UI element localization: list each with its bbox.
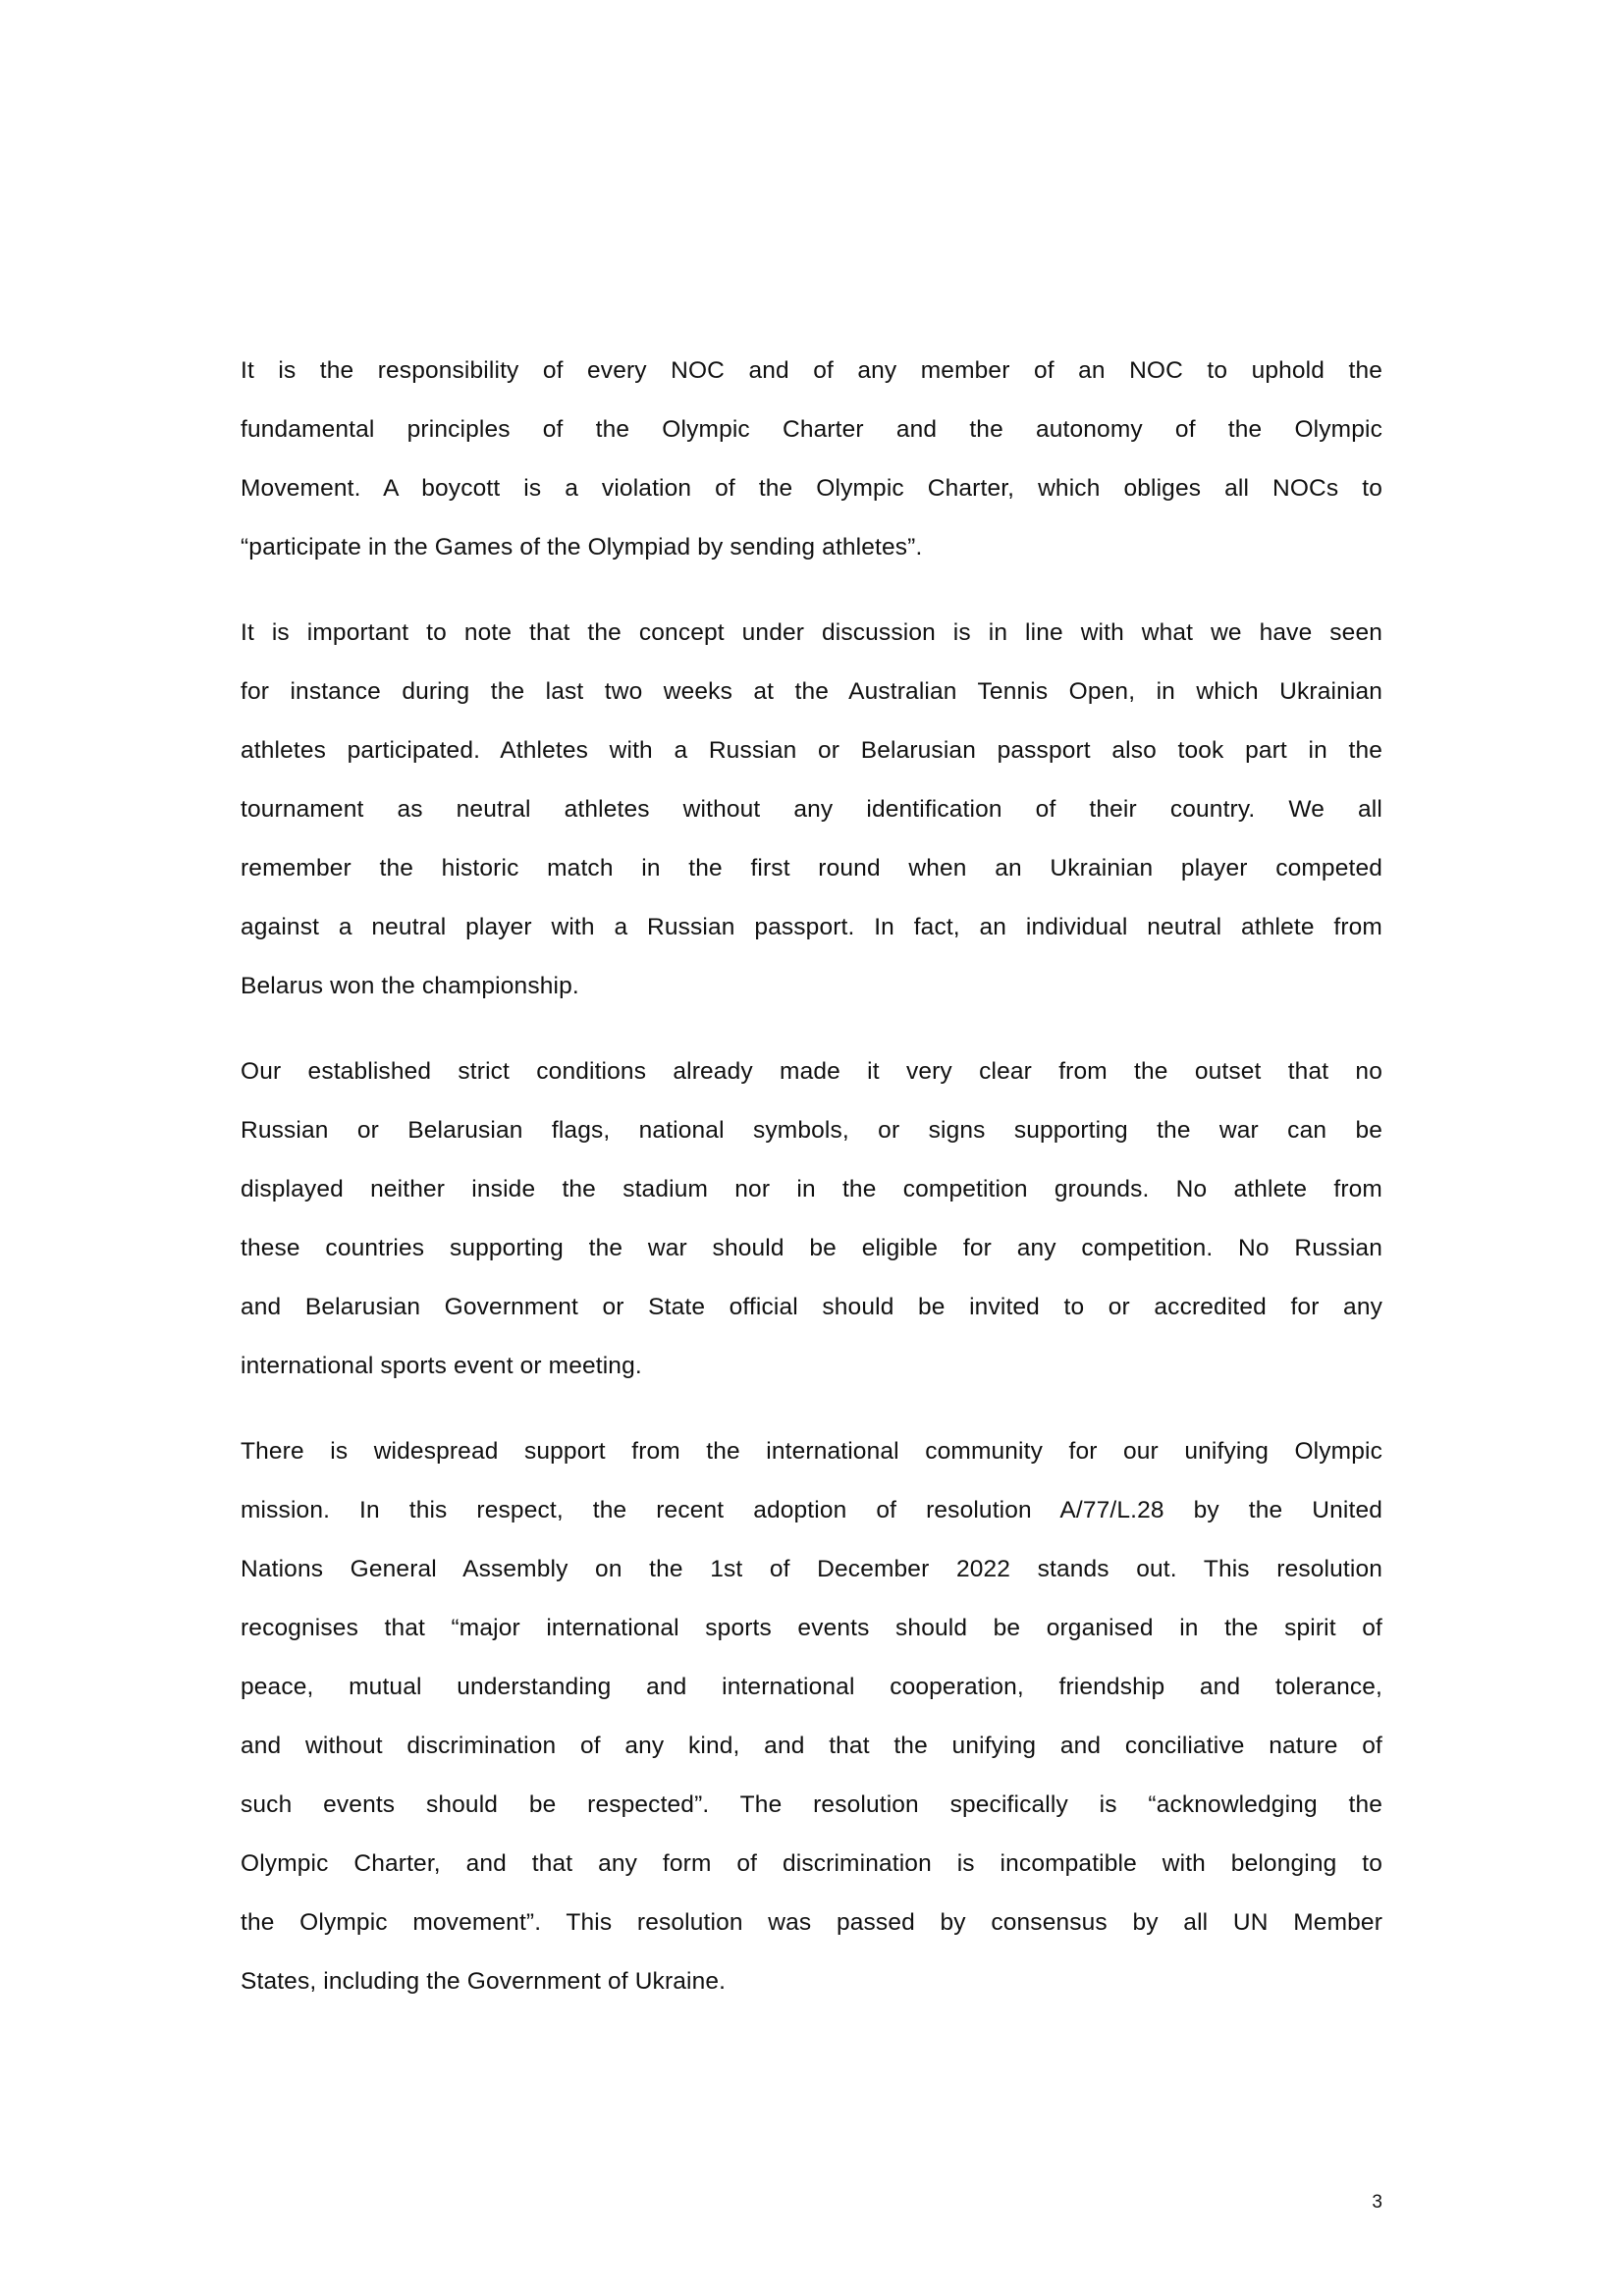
text-line: States, including the Government of Ukraine. — [241, 1968, 727, 1995]
text-line: Olympic Charter, and that any form of discrimination is incompatible with belonging to — [241, 1850, 1382, 1877]
text-line: and Belarusian Government or State official should be invited to or accredited for any — [241, 1294, 1382, 1320]
text-line: Movement. A boycott is a violation of the Olympic Charter, which obliges all NOCs to — [241, 475, 1382, 502]
text-line: “participate in the Games of the Olympiad by sending athletes”. — [241, 534, 923, 561]
text-line: for instance during the last two weeks at the Australian Tennis Open, in which Ukrainian — [241, 678, 1382, 705]
text-line: Russian or Belarusian flags, national symbols, or signs supporting the war can be — [241, 1117, 1382, 1144]
text-line: fundamental principles of the Olympic Charter and the autonomy of the Olympic — [241, 416, 1382, 443]
text-line: Belarus won the championship. — [241, 973, 579, 999]
text-line: It is important to note that the concept under discussion is in line with what we have seen — [241, 619, 1382, 646]
paragraph-un-resolution — [241, 1422, 1382, 2011]
text-line: There is widespread support from the international community for our unifying Olympic — [241, 1438, 1382, 1465]
paragraph-strict-conditions — [241, 1042, 1382, 1396]
text-line: peace, mutual understanding and international cooperation, friendship and tolerance, — [241, 1674, 1382, 1700]
text-line: It is the responsibility of every NOC and of any member of an NOC to uphold the — [241, 357, 1382, 384]
text-line: these countries supporting the war should be eligible for any competition. No Russian — [241, 1235, 1382, 1261]
text-line: displayed neither inside the stadium nor in the competition grounds. No athlete from — [241, 1176, 1382, 1202]
text-line: and without discrimination of any kind, and that the unifying and conciliative nature of — [241, 1733, 1382, 1759]
text-line: international sports event or meeting. — [241, 1353, 642, 1379]
text-line: such events should be respected”. The resolution specifically is “acknowledging the — [241, 1791, 1382, 1818]
text-line: Nations General Assembly on the 1st of December 2022 stands out. This resolution — [241, 1556, 1382, 1582]
text-line: against a neutral player with a Russian passport. In fact, an individual neutral athlete from — [241, 914, 1382, 940]
text-line: Our established strict conditions already made it very clear from the outset that no — [241, 1058, 1382, 1085]
text-line: remember the historic match in the first round when an Ukrainian player competed — [241, 855, 1382, 881]
body-text — [241, 342, 1382, 2038]
text-line: recognises that “major international sports events should be organised in the spirit of — [241, 1615, 1382, 1641]
paragraph-noc-responsibility — [241, 342, 1382, 577]
page-number: 3 — [1372, 2192, 1382, 2213]
paragraph-australian-open — [241, 604, 1382, 1016]
text-line: tournament as neutral athletes without any identification of their country. We all — [241, 796, 1382, 823]
text-line: the Olympic movement”. This resolution was passed by consensus by all UN Member — [241, 1909, 1382, 1936]
text-line: athletes participated. Athletes with a Russian or Belarusian passport also took part in the — [241, 737, 1382, 764]
text-line: mission. In this respect, the recent adoption of resolution A/77/L.28 by the United — [241, 1497, 1382, 1523]
